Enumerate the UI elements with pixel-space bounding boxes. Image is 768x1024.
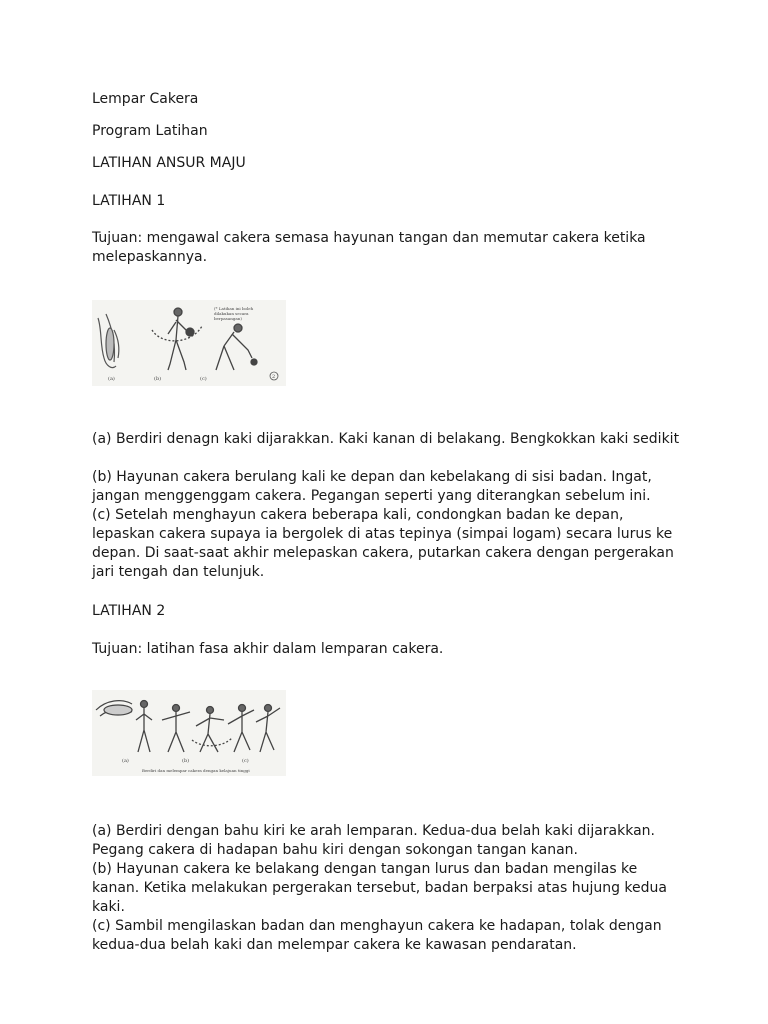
svg-text:berpasangan): berpasangan) (214, 316, 242, 321)
figure-label-b: (b) (154, 376, 162, 382)
exercise-2-step-c: (c) Sambil mengilaskan badan dan menghayun cakera ke hadapan, tolak dengan kedua-dua belah kaki dan melempar cakera ke kawasan pendaratan. (92, 918, 662, 953)
figure-label-a: (a) (122, 758, 129, 764)
exercise-1-aim: Tujuan: mengawal cakera semasa hayunan tangan dan memutar cakera ketika melepaskannya. (92, 230, 646, 265)
exercise-1-step-a: (a) Berdiri denagn kaki dijarakkan. Kaki kanan di belakang. Bengkokkan kaki sedikit (92, 431, 680, 447)
figure-label-c: (c) (200, 376, 207, 382)
exercise-2-figure (92, 690, 286, 776)
exercise-2-aim: Tujuan: latihan fasa akhir dalam lemparan cakera. (92, 641, 444, 657)
exercise-2-step-b: (b) Hayunan cakera ke belakang dengan tangan lurus dan badan mengilas ke kanan. Ketika melakukan pergerakan tersebut, badan berpaksi atas hujung kedua kaki. (92, 861, 667, 915)
svg-text:dilakukan secara: dilakukan secara (214, 311, 249, 316)
figure-number: 2 (272, 374, 276, 380)
figure-label-a: (a) (108, 376, 115, 382)
section-heading: LATIHAN ANSUR MAJU (92, 155, 246, 171)
figure-caption: Berdiri dan melempar cakera dengan kelajuan tinggi (142, 768, 250, 773)
exercise-1-illustration (92, 300, 286, 386)
exercise-2-heading: LATIHAN 2 (92, 603, 166, 619)
document-title: Lempar Cakera (92, 91, 199, 107)
document-subtitle: Program Latihan (92, 123, 208, 139)
exercise-2-step-a: (a) Berdiri dengan bahu kiri ke arah lemparan. Kedua-dua belah kaki dijarakkan. Pegang cakera di hadapan bahu kiri dengan sokongan tangan kanan. (92, 823, 656, 858)
exercise-1-figure (92, 300, 286, 386)
exercise-1-step-b: (b) Hayunan cakera berulang kali ke depan dan kebelakang di sisi badan. Ingat, jangan menggenggam cakera. Pegangan seperti yang diterangkan sebelum ini. (92, 469, 652, 504)
exercise-1-step-c: (c) Setelah menghayun cakera beberapa kali, condongkan badan ke depan, lepaskan cakera supaya ia bergolek di atas tepinya (simpai logam) secara lurus ke depan. Di saat-saat akhir melepaskan cakera, putarkan cakera dengan pergerakan jari tengah dan telunjuk. (92, 507, 674, 580)
exercise-2-illustration (92, 690, 286, 776)
figure-label-c: (c) (242, 758, 249, 764)
figure-label-b: (b) (182, 758, 190, 764)
figure-note: (* Latihan ini boleh (214, 306, 254, 311)
exercise-1-heading: LATIHAN 1 (92, 193, 166, 209)
